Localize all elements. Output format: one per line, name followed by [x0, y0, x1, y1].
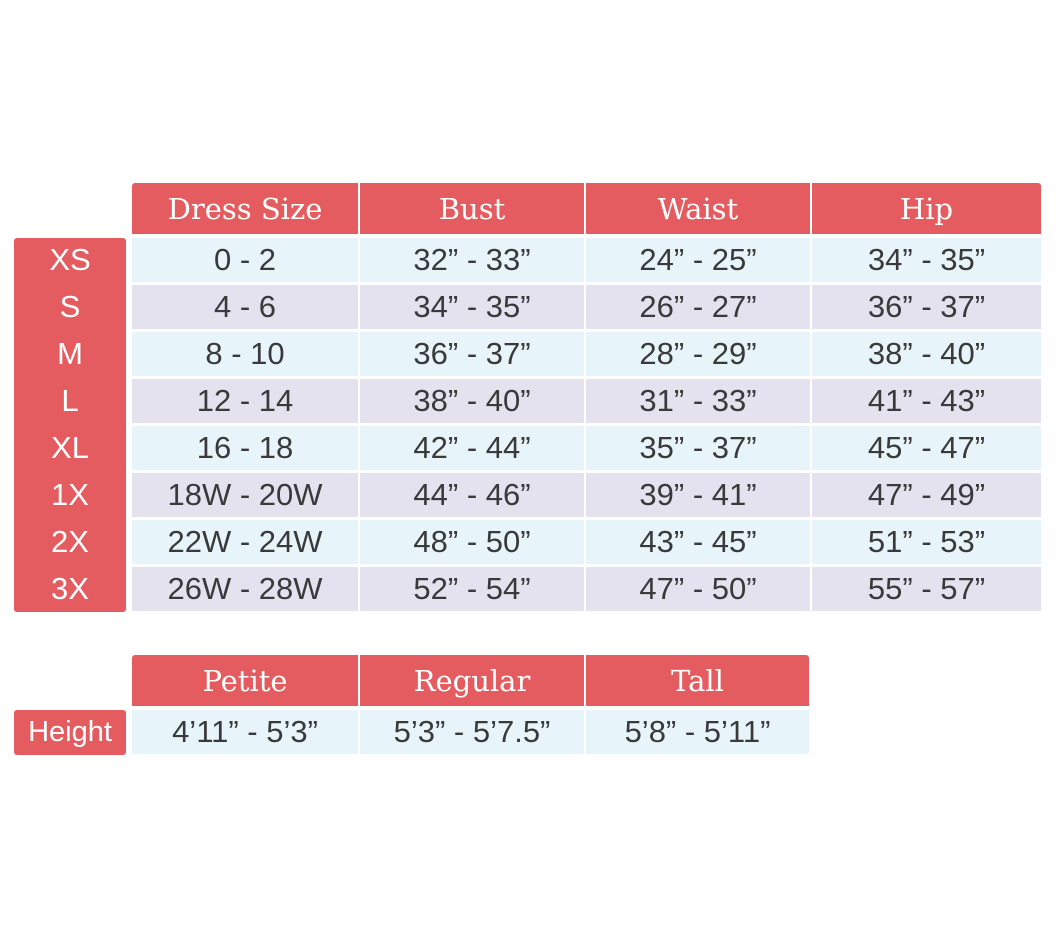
- header-regular: Regular: [360, 655, 584, 706]
- size-cell-hip: 47” - 49”: [812, 473, 1041, 517]
- header-hip: Hip: [812, 183, 1041, 234]
- size-cell-bust: 52” - 54”: [360, 567, 584, 611]
- size-cell-waist: 31” - 33”: [586, 379, 810, 423]
- size-cell-waist: 47” - 50”: [586, 567, 810, 611]
- size-cell-hip: 41” - 43”: [812, 379, 1041, 423]
- size-cell-hip: 45” - 47”: [812, 426, 1041, 470]
- size-cell-hip: 51” - 53”: [812, 520, 1041, 564]
- size-cell-dress-size: 22W - 24W: [132, 520, 358, 564]
- size-cell-hip: 38” - 40”: [812, 332, 1041, 376]
- size-cell-waist: 43” - 45”: [586, 520, 810, 564]
- header-waist: Waist: [586, 183, 810, 234]
- size-cell-dress-size: 0 - 2: [132, 238, 358, 282]
- size-cell-dress-size: 8 - 10: [132, 332, 358, 376]
- size-row-label: L: [61, 383, 79, 418]
- size-row-label: 3X: [51, 571, 89, 606]
- size-cell-bust: 44” - 46”: [360, 473, 584, 517]
- size-cell-hip: 36” - 37”: [812, 285, 1041, 329]
- size-row-label: 1X: [51, 477, 89, 512]
- size-row-label: 2X: [51, 524, 89, 559]
- size-cell-bust: 38” - 40”: [360, 379, 584, 423]
- size-cell-waist: 35” - 37”: [586, 426, 810, 470]
- height-cell-regular: 5’3” - 5’7.5”: [360, 710, 584, 754]
- size-cell-dress-size: 18W - 20W: [132, 473, 358, 517]
- size-cell-waist: 39” - 41”: [586, 473, 810, 517]
- size-cell-waist: 28” - 29”: [586, 332, 810, 376]
- header-dress-size: Dress Size: [132, 183, 358, 234]
- height-cell-petite: 4’11” - 5’3”: [132, 710, 358, 754]
- height-cell-tall: 5’8” - 5’11”: [586, 710, 809, 754]
- header-tall: Tall: [586, 655, 809, 706]
- size-cell-bust: 34” - 35”: [360, 285, 584, 329]
- size-row-label: XS: [49, 242, 91, 277]
- header-bust: Bust: [360, 183, 584, 234]
- size-cell-bust: 48” - 50”: [360, 520, 584, 564]
- size-cell-bust: 36” - 37”: [360, 332, 584, 376]
- size-cell-dress-size: 12 - 14: [132, 379, 358, 423]
- size-row-label: S: [59, 289, 81, 324]
- header-petite: Petite: [132, 655, 358, 706]
- size-cell-dress-size: 4 - 6: [132, 285, 358, 329]
- size-cell-dress-size: 26W - 28W: [132, 567, 358, 611]
- size-cell-hip: 55” - 57”: [812, 567, 1041, 611]
- size-cell-hip: 34” - 35”: [812, 238, 1041, 282]
- size-cell-dress-size: 16 - 18: [132, 426, 358, 470]
- size-cell-bust: 32” - 33”: [360, 238, 584, 282]
- size-cell-bust: 42” - 44”: [360, 426, 584, 470]
- height-row-label: Height: [28, 716, 112, 748]
- size-cell-waist: 24” - 25”: [586, 238, 810, 282]
- size-cell-waist: 26” - 27”: [586, 285, 810, 329]
- size-row-label: M: [57, 336, 83, 371]
- size-row-label: XL: [51, 430, 89, 465]
